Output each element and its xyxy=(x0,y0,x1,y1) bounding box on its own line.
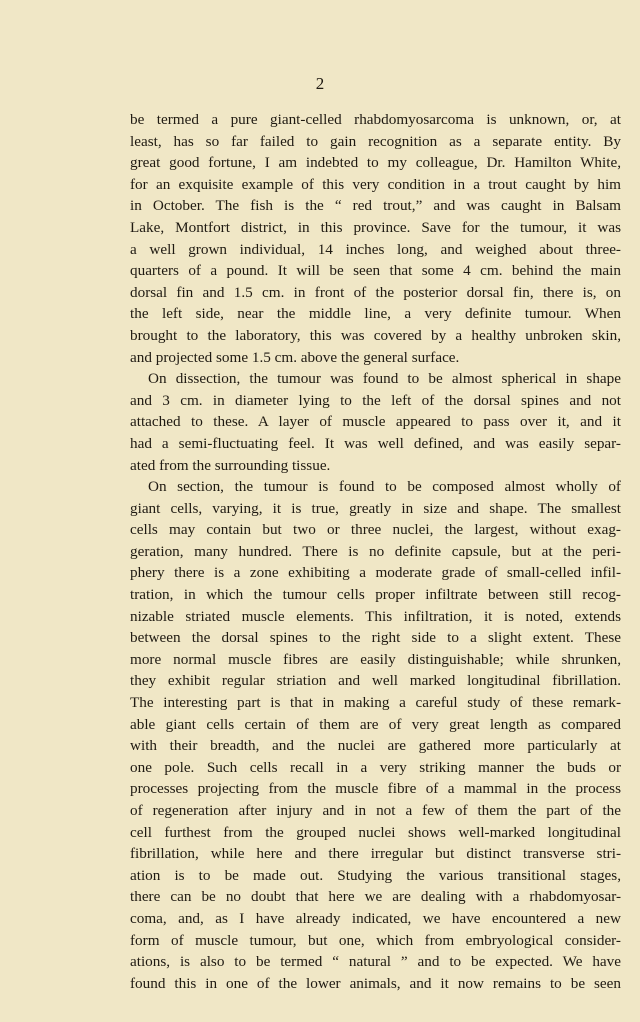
text-line: in October. The fish is the “ red trout,” and was caught in Balsam xyxy=(130,197,621,215)
text-line: tration, in which the tumour cells proper infiltrate between still recog- xyxy=(130,586,621,604)
text-line: attached to these. A layer of muscle appeared to pass over it, and it xyxy=(130,413,621,431)
text-line: least, has so far failed to gain recognition as a separate entity. By xyxy=(130,132,621,150)
text-line: they exhibit regular striation and well marked longitudinal fibrillation. xyxy=(130,672,621,690)
text-line: one pole. Such cells recall in a very striking manner the buds or xyxy=(130,758,621,776)
paragraph-2 xyxy=(130,368,621,476)
text-line: giant cells, varying, it is true, greatly in size and shape. The smallest xyxy=(130,499,621,517)
text-line: cell furthest from the grouped nuclei shows well-marked longitudinal xyxy=(130,823,621,841)
text-line: ation is to be made out. Studying the various transitional stages, xyxy=(130,866,621,884)
text-line: dorsal fin and 1.5 cm. in front of the posterior dorsal fin, there is, on xyxy=(130,283,621,301)
text-line: Lake, Montfort district, in this province. Save for the tumour, it was xyxy=(130,218,621,236)
body-text xyxy=(130,109,621,994)
text-line: quarters of a pound. It will be seen that some 4 cm. behind the main xyxy=(130,262,621,280)
text-line: nizable striated muscle elements. This infiltration, it is noted, extends xyxy=(130,607,621,625)
text-line: and 3 cm. in diameter lying to the left of the dorsal spines and not xyxy=(130,391,621,409)
text-line: with their breadth, and the nuclei are gathered more particularly at xyxy=(130,737,621,755)
page-number: 2 xyxy=(315,74,325,93)
text-line: ated from the surrounding tissue. xyxy=(130,456,331,474)
text-line: geration, many hundred. There is no definite capsule, but at the peri- xyxy=(130,542,621,560)
paragraph-3 xyxy=(130,476,621,994)
text-line: coma, and, as I have already indicated, we have encountered a new xyxy=(130,909,621,927)
text-line: form of muscle tumour, but one, which from embryological consider- xyxy=(130,931,621,949)
text-line: ations, is also to be termed “ natural ” and to be expected. We have xyxy=(130,953,621,971)
text-line: On section, the tumour is found to be composed almost wholly of xyxy=(148,478,621,496)
text-line: a well grown individual, 14 inches long, and weighed about three- xyxy=(130,240,621,258)
text-line: the left side, near the middle line, a very definite tumour. When xyxy=(130,305,621,323)
text-line: more normal muscle fibres are easily distinguishable; while shrunken, xyxy=(130,650,621,668)
text-line: of regeneration after injury and in not a few of them the part of the xyxy=(130,802,621,819)
text-line: be termed a pure giant-celled rhabdomyosarcoma is unknown, or, at xyxy=(130,111,621,128)
text-line: found this in one of the lower animals, and it now remains to be seen xyxy=(130,974,621,992)
paragraph-1 xyxy=(130,109,621,368)
text-line: cells may contain but two or three nuclei, the largest, without exag- xyxy=(130,521,621,539)
text-line: The interesting part is that in making a careful study of these remark- xyxy=(130,694,621,712)
text-line: On dissection, the tumour was found to be almost spherical in shape xyxy=(148,370,621,388)
text-line: had a semi-fluctuating feel. It was well defined, and was easily separ- xyxy=(130,434,621,452)
text-line: for an exquisite example of this very condition in a trout caught by him xyxy=(130,175,621,193)
text-line: between the dorsal spines to the right side to a slight extent. These xyxy=(130,629,621,647)
text-line: brought to the laboratory, this was covered by a healthy unbroken skin, xyxy=(130,326,621,344)
text-line: able giant cells certain of them are of very great length as compared xyxy=(130,715,621,733)
text-line: and projected some 1.5 cm. above the general surface. xyxy=(130,348,460,366)
text-line: there can be no doubt that here we are dealing with a rhabdomyosar- xyxy=(130,888,621,906)
text-line: processes projecting from the muscle fibre of a mammal in the process xyxy=(130,780,621,798)
text-line: phery there is a zone exhibiting a moderate grade of small-celled infil- xyxy=(130,564,621,582)
text-line: great good fortune, I am indebted to my colleague, Dr. Hamilton White, xyxy=(130,154,621,172)
text-line: fibrillation, while here and there irregular but distinct transverse stri- xyxy=(130,845,621,863)
